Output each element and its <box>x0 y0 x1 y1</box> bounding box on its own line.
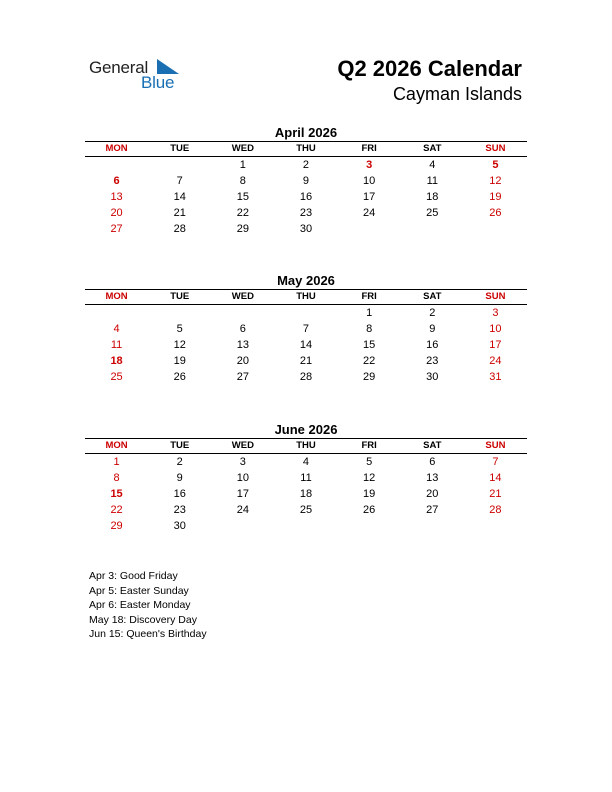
day-cell: 12 <box>489 175 502 187</box>
day-cell: 7 <box>176 175 183 187</box>
day-cell: 24 <box>489 355 502 367</box>
day-cell <box>85 305 148 322</box>
day-cell: 14 <box>299 339 313 351</box>
day-cell: 29 <box>110 520 123 532</box>
week-row <box>85 221 527 237</box>
day-cell: 20 <box>426 488 439 500</box>
holiday-item: Apr 5: Easter Sunday <box>89 584 189 597</box>
month-title: April 2026 <box>274 125 338 140</box>
day-cell: 2 <box>429 307 436 319</box>
day-cell: 23 <box>173 504 186 516</box>
day-cell: 28 <box>489 504 502 516</box>
day-cell <box>211 518 274 534</box>
week-row <box>85 205 527 221</box>
week-row <box>85 454 527 471</box>
week-row <box>85 353 527 369</box>
day-cell <box>148 157 211 174</box>
weekday-header: THU <box>274 142 337 157</box>
day-cell: 14 <box>489 472 502 484</box>
day-cell: 19 <box>363 488 376 500</box>
day-cell: 26 <box>489 207 502 219</box>
day-cell: 7 <box>302 323 310 335</box>
day-cell <box>338 518 401 534</box>
day-cell: 1 <box>366 307 373 319</box>
logo-word-blue: Blue <box>141 73 175 92</box>
day-cell: 23 <box>426 355 439 367</box>
day-cell: 24 <box>236 504 249 516</box>
weekday-header: SAT <box>401 439 464 454</box>
holiday-item: Apr 6: Easter Monday <box>89 599 191 612</box>
day-cell: 24 <box>363 207 376 219</box>
day-cell <box>464 221 527 237</box>
day-cell: 9 <box>176 472 183 484</box>
day-cell: 16 <box>426 339 439 351</box>
day-cell: 3 <box>492 307 499 319</box>
day-cell: 25 <box>426 207 439 219</box>
weekday-header: TUE <box>148 142 211 157</box>
weekday-header: FRI <box>338 142 401 157</box>
weekday-header: SAT <box>401 290 464 305</box>
day-cell: 26 <box>363 504 376 516</box>
day-cell: 17 <box>236 488 249 500</box>
weekday-header: FRI <box>338 439 401 454</box>
day-cell <box>148 305 211 322</box>
day-cell: 17 <box>363 191 376 203</box>
day-cell: 27 <box>236 371 249 383</box>
month-title: June 2026 <box>274 422 338 437</box>
logo-word-general: General <box>89 58 149 77</box>
day-cell: 15 <box>110 488 123 500</box>
calendar-grid <box>85 289 527 385</box>
day-cell: 29 <box>363 371 376 383</box>
weekday-header: MON <box>85 290 148 305</box>
weekday-header: FRI <box>338 290 401 305</box>
day-cell: 27 <box>110 223 123 235</box>
day-cell: 4 <box>429 159 436 171</box>
day-cell: 25 <box>299 504 313 516</box>
day-cell: 6 <box>429 456 436 468</box>
week-row <box>85 337 527 353</box>
week-row <box>85 173 527 189</box>
day-cell <box>338 221 401 237</box>
day-cell: 7 <box>492 456 499 468</box>
day-cell: 20 <box>110 207 123 219</box>
page-title: Q2 2026 Calendar <box>337 56 522 81</box>
generalblue-logo <box>89 58 189 92</box>
day-cell: 31 <box>489 371 502 383</box>
day-cell: 28 <box>173 223 186 235</box>
day-cell: 21 <box>489 488 502 500</box>
day-cell <box>85 157 148 174</box>
weekday-header: TUE <box>148 439 211 454</box>
day-cell: 6 <box>113 175 120 187</box>
day-cell: 13 <box>236 339 249 351</box>
day-cell: 28 <box>299 371 313 383</box>
day-cell: 10 <box>236 472 249 484</box>
day-cell: 2 <box>302 159 310 171</box>
day-cell: 8 <box>239 175 246 187</box>
day-cell: 3 <box>239 456 246 468</box>
weekday-header: THU <box>274 290 337 305</box>
week-row <box>85 189 527 205</box>
week-row <box>85 157 527 174</box>
day-cell <box>211 305 274 322</box>
day-cell: 18 <box>110 355 123 367</box>
month-june <box>85 421 527 534</box>
day-cell: 12 <box>173 339 186 351</box>
weekday-header: TUE <box>148 290 211 305</box>
weekday-header: SAT <box>401 142 464 157</box>
day-cell: 18 <box>299 488 313 500</box>
week-row <box>85 369 527 385</box>
weekday-header: WED <box>211 439 274 454</box>
day-cell: 14 <box>173 191 186 203</box>
day-cell: 22 <box>236 207 249 219</box>
page-subtitle: Cayman Islands <box>392 84 522 104</box>
weekday-header: MON <box>85 142 148 157</box>
day-cell: 30 <box>173 520 186 532</box>
day-cell <box>401 221 464 237</box>
week-row <box>85 486 527 502</box>
day-cell: 10 <box>363 175 376 187</box>
day-cell: 18 <box>426 191 439 203</box>
day-cell: 15 <box>363 339 376 351</box>
week-row <box>85 321 527 337</box>
weekday-header: THU <box>274 439 337 454</box>
day-cell <box>401 518 464 534</box>
day-cell: 13 <box>426 472 439 484</box>
calendar-grid <box>85 438 527 534</box>
day-cell: 8 <box>366 323 373 335</box>
day-cell: 22 <box>110 504 123 516</box>
day-cell: 23 <box>299 207 313 219</box>
month-title: May 2026 <box>277 273 335 288</box>
day-cell: 19 <box>489 191 502 203</box>
holiday-item: Jun 15: Queen's Birthday <box>89 628 207 641</box>
day-cell <box>274 305 337 322</box>
day-cell: 11 <box>300 472 312 484</box>
holiday-list <box>89 569 207 642</box>
holiday-item: May 18: Discovery Day <box>89 613 197 626</box>
week-row <box>85 518 527 534</box>
day-cell: 30 <box>299 223 313 235</box>
day-cell: 27 <box>426 504 439 516</box>
logo-flag-icon <box>157 59 179 74</box>
day-cell: 5 <box>176 323 183 335</box>
month-may <box>85 272 527 385</box>
day-cell: 12 <box>363 472 376 484</box>
day-cell: 17 <box>489 339 502 351</box>
day-cell: 11 <box>426 175 438 187</box>
day-cell: 5 <box>366 456 373 468</box>
weekday-header: WED <box>211 142 274 157</box>
weekday-header: WED <box>211 290 274 305</box>
weekday-header: SUN <box>464 290 527 305</box>
day-cell: 13 <box>110 191 123 203</box>
day-cell: 6 <box>239 323 246 335</box>
month-april <box>85 124 527 237</box>
day-cell: 25 <box>110 371 123 383</box>
day-cell: 30 <box>426 371 439 383</box>
day-cell: 21 <box>299 355 313 367</box>
day-cell: 29 <box>236 223 249 235</box>
day-cell: 4 <box>302 456 310 468</box>
day-cell: 15 <box>236 191 249 203</box>
week-row <box>85 502 527 518</box>
day-cell: 1 <box>239 159 246 171</box>
day-cell <box>464 518 527 534</box>
day-cell: 21 <box>173 207 186 219</box>
calendar-grid <box>85 141 527 237</box>
day-cell: 4 <box>113 323 120 335</box>
day-cell: 10 <box>489 323 502 335</box>
day-cell: 9 <box>429 323 436 335</box>
weekday-header: SUN <box>464 142 527 157</box>
day-cell: 19 <box>173 355 186 367</box>
day-cell: 11 <box>110 339 123 351</box>
day-cell: 5 <box>492 159 499 171</box>
day-cell: 26 <box>173 371 186 383</box>
week-row <box>85 305 527 322</box>
day-cell: 20 <box>236 355 249 367</box>
day-cell: 8 <box>113 472 120 484</box>
holiday-item: Apr 3: Good Friday <box>89 570 178 582</box>
day-cell: 3 <box>366 159 373 171</box>
weekday-header: MON <box>85 439 148 454</box>
day-cell: 16 <box>299 191 313 203</box>
day-cell: 2 <box>176 456 183 468</box>
day-cell <box>274 518 337 534</box>
day-cell: 9 <box>302 175 310 187</box>
weekday-header: SUN <box>464 439 527 454</box>
day-cell: 1 <box>113 456 120 468</box>
week-row <box>85 470 527 486</box>
day-cell: 22 <box>363 355 376 367</box>
day-cell: 16 <box>173 488 186 500</box>
